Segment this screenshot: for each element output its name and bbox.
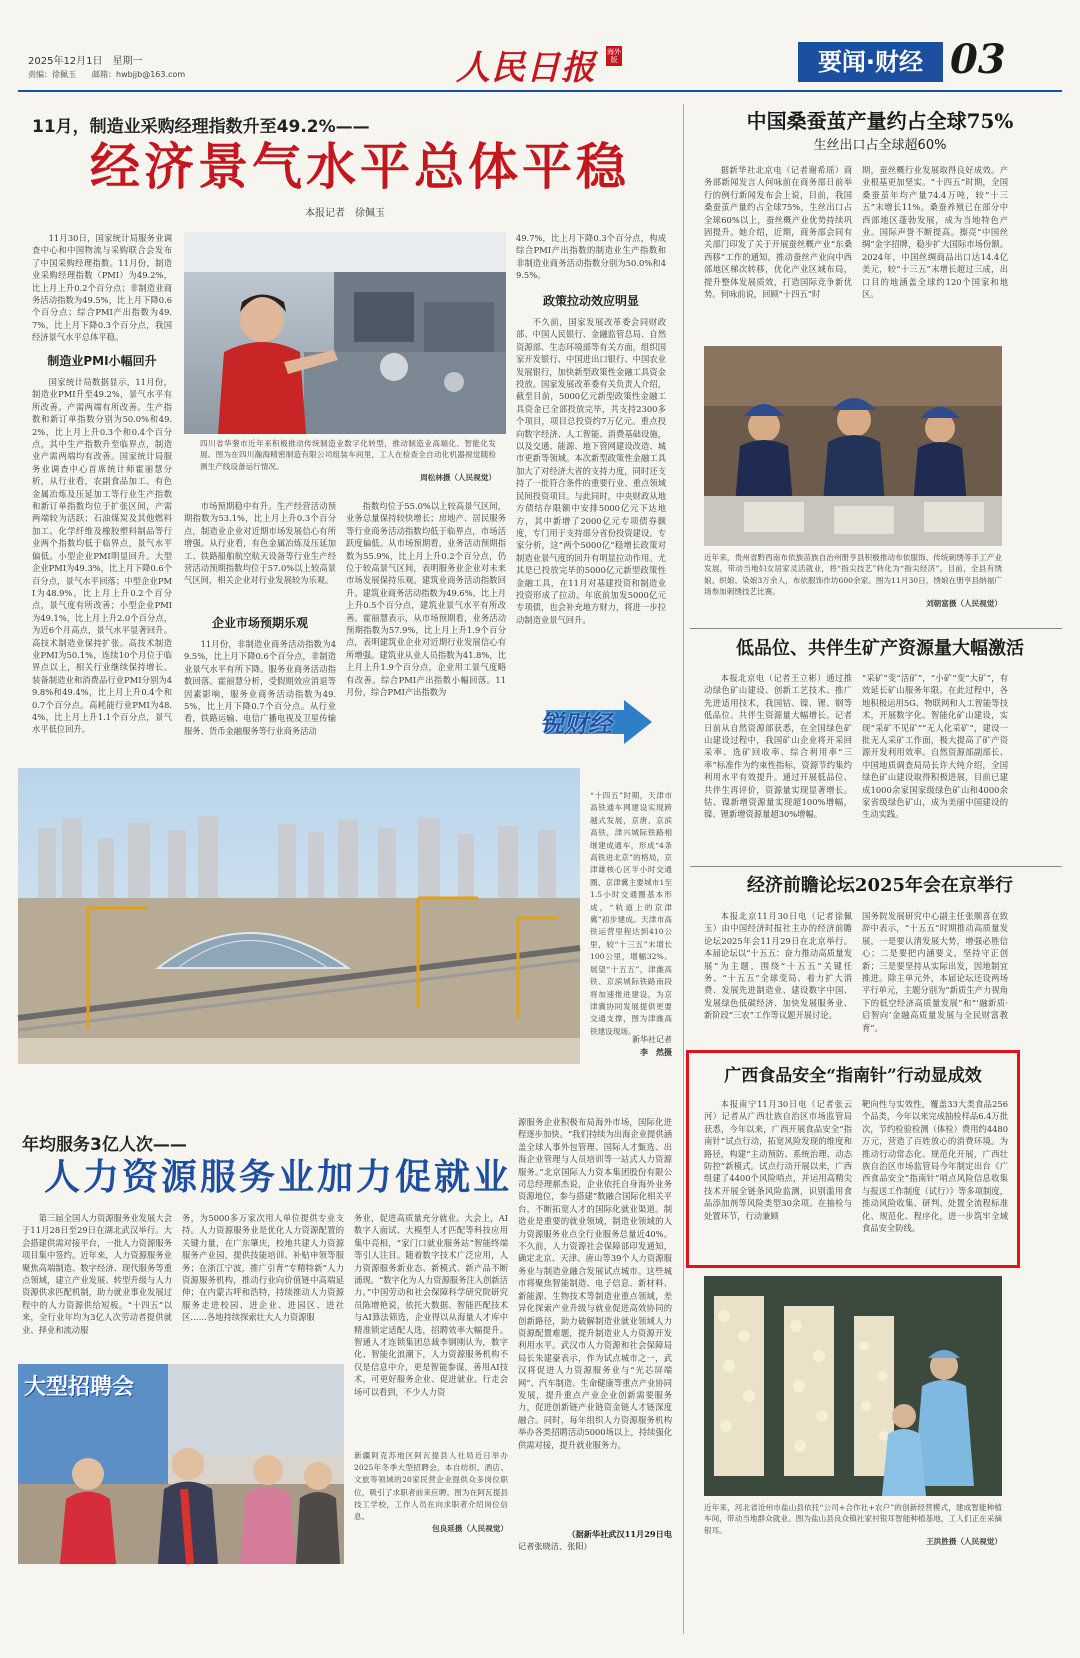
forum-col2 — [862, 910, 1008, 1046]
silk-col2 — [862, 164, 1008, 336]
masthead-rule — [18, 90, 1062, 92]
logo-text: 人民日报 — [456, 48, 596, 88]
embroidery-photo — [704, 346, 1002, 546]
tianjin-railway-photo — [18, 768, 580, 1064]
divider-forum — [690, 866, 1062, 867]
pmi-subhead-3: 政策拉动效应明显 — [542, 294, 639, 308]
silk-col1 — [704, 164, 852, 336]
hr-col3 — [354, 1212, 508, 1448]
silk-col2-paragraph: 期，蚕丝概行业发展取得良好成效。产业根基更加坚实。“十四五”时期，全国桑蚕茧年均产量74.4万吨，较“十三五”末增长11%。桑蚕养殖已在部分中西部地区蓬勃发展，成为当地特色产业。国际声誉不断提高。擦亮“中国丝绸”金字招牌，稳步扩大国际市场份额。2024年，中国丝绸商品出口达14.4亿美元，较“十三五”末增长超过三成，出口目的地涵盖全球约120个国家和地区。 — [862, 165, 1008, 300]
forum-headline: 经济前瞻论坛2025年会在京举行 — [746, 875, 1014, 896]
forum-col1 — [704, 910, 852, 1046]
hr-col3-paragraph: 务业，促进高质量充分就业。大会上，AI数字人面试、大模型人才匹配等科技应用集中亮相，“家门口就业服务站”智能终端等引人注目。随着数字技术广泛应用，人力资源服务新业态、新模式、新产品不断涌现。“数字化为人力资源服务注入创新活力。”中国劳动和社会保障科学研究院研究员陈增艳说，依托大数据、智能匹配技术与AI算法筛选，企业得以从海量人才库中精准锁定适配人选，招聘效率大幅提升。智通人才连锁集团总裁李钢刚认为，数字化、智能化浪潮下，人力资源服务机构不仅是信息中介，更是智能参谋，善用AI技术，可更好服务企业、促进就业。行走会场可以看到，不少人力资 — [354, 1213, 508, 1397]
silk-headline: 中国桑蚕茧产量约占全球75% — [746, 109, 1014, 133]
pmi-col2-body2 — [184, 638, 336, 756]
factory-worker-photo — [184, 232, 506, 434]
photo1-caption-text: 四川省华蓥市近年来积极推动传统制造业数字化转型，推动制造业高端化、智能化发展。图为在四川瀚海精密制造有限公司组装车间里，工人在检查全自动化机器视觉随检测生产线设备运行情况。 — [200, 439, 496, 471]
pmi-col2-body — [184, 500, 336, 604]
pmi-col3-body — [346, 500, 506, 756]
embroidery-caption — [704, 552, 1002, 616]
edition-badge: 海外版 — [607, 48, 621, 64]
masthead-editors: 责编：徐佩玉 邮箱：hwbjjb@163.com — [28, 70, 186, 79]
job-fair-caption — [354, 1450, 508, 1576]
job-fair-banner-text: 大型招聘会 — [24, 1375, 135, 1400]
forum-col2-paragraph: 国务院发展研究中心副主任张顺喜在致辞中表示，“十五五”时期推动高质量发展，一是要认清发展大势，增强必胜信心；二是要把内涵要义，坚持守正创新；三是要坚持从实际出发，因地制宜推进。除主单元外，本届论坛还设两场平行单元，主题分别为“新质生产力视角下的低空经济高质量发展”和“‘融新质·启智向’金融高质量发展与全民财富教育”。 — [862, 911, 1008, 1033]
factory-worker-image — [184, 232, 506, 434]
pmi-col2-paragraph: 市场预期稳中有升。生产经营活动预期指数为53.1%，比上月上升0.3个百分点，制造业企业对近期市场发展信心有所增强。从行业看，有色金属冶炼及压延加工、铁路船舶航空航天设备等行业生产经营活动预期指数均位于57.0%以上较高景气区间，相关企业对行业发展较为乐观。 — [184, 501, 336, 586]
mineral-col2 — [862, 672, 1008, 858]
hr-col2-paragraph: 务，为5000多万家次用人单位提供专业支持。人力资源服务业是优化人力资源配置的关键力量，在广东肇庆，校地共建人力资源服务产业园，提供技能培训、补贴申领等服务；在浙江宁波，推广引育“专精特新”人力资源服务机构，推动行业向价值链中高端延伸；在内蒙古呼和浩特，持续推动人力资源服务走进校园、进企业、进园区、进社区……各地持续探索壮大人力资源服 — [182, 1213, 344, 1323]
guangxi-headline: 广西食品安全“指南针”行动显成效 — [724, 1066, 982, 1086]
embroidery-credit: 刘朝富摄（人民视觉） — [926, 598, 1002, 608]
rui-caijing-badge — [536, 694, 656, 750]
mineral-col1 — [704, 672, 852, 858]
tianjin-credit-name: 李 然摄 — [640, 1047, 672, 1057]
hr-end-credit-line2: 记者张晓洁、张阳） — [518, 1541, 592, 1552]
hr-headline: 人力资源服务业加力促就业 — [44, 1156, 513, 1198]
guangxi-col2-paragraph: 靶向性与实效性，覆盖33大类食品256个品类，今年以来完成抽检样品6.4万批次，节约检验检测（体检）费用约4480万元，营造了百姓放心的消费环境。为推动行动常态化、规范化开展，广西壮族自治区市场监管局今年制定出台《广西食品安全“指南针”哨点风险信息收集与报送工作制度（试行）》等多项制度，推动风险收集、研判、处置全流程标准化、规范化、程序化，进一步筑牢全域食品安全防线。 — [862, 1099, 1008, 1234]
embroidery-image — [704, 346, 1002, 546]
hr-col1-paragraph: 第三届全国人力资源服务业发展大会于11月28日至29日在湖北武汉举行。大会搭建供需对接平台，一批人力资源服务项目集中签约。近年来，人力资源服务业聚焦高端制造、数字经济、现代服务等重点领域，建立产业发展、转型升级与人力资源供求匹配机制，助力就业事业发展过程中的人力资源供给短板。“十四五”以来，全行业年均为3亿人次劳动者提供就业、择业和流动服 — [22, 1213, 172, 1335]
newspaper-logo — [456, 40, 646, 86]
divider-mineral — [690, 628, 1062, 629]
pmi-col2-paragraph2: 11月份，非制造业商务活动指数为49.5%，比上月下降0.6个百分点，非制造业景气水平有所下降。服务业商务活动指数回落。霍丽慧分析，受假期效应消退等因素影响，服务业商务活动指数为49.5%，比上月下降0.7个百分点。从行业看，铁路运输、电信广播电视及卫星传输服务、货币金融服务等行业商务活动 — [184, 639, 336, 736]
pmi-col4-body — [516, 316, 666, 688]
hr-end-credit-line1: （据新华社武汉11月29日电 — [567, 1529, 672, 1539]
mineral-col2-paragraph: “采矿”变“活矿”，“小矿”变“大矿”，有效延长矿山服务年限。在此过程中，各地积极运用5G、物联网和人工智能等技术，开展数字化、智能化矿山建设，实现“采矿不见矿”“无人化采矿”，建设一批无人采矿工作面，极大提高了矿产资源开发利用效率。自然资源部副部长、中国地质调查局局长许大纯介绍，全国绿色矿山建设取得积极进展，目前已建成1000余家国家级绿色矿山和4000余家省级绿色矿山，成为美丽中国建设的生动实践。 — [862, 673, 1008, 820]
hr-col2 — [182, 1212, 344, 1362]
pmi-subhead-1: 制造业PMI小幅回升 — [47, 354, 157, 368]
masthead-date: 2025年12月1日 星期一 — [28, 56, 143, 67]
job-fair-photo — [18, 1364, 344, 1564]
tianjin-caption — [590, 790, 672, 1036]
guangxi-col2 — [862, 1098, 1008, 1260]
section-label: 要闻·财经 — [817, 48, 924, 76]
silk-col1-paragraph: 据新华社北京电（记者谢希瑶）商务部新闻发言人何咏前在商务部日前举行的例行新闻发布会上说，目前，我国桑蚕茧产量约占全球75%，生丝出口占全球60%以上，蚕丝概产业优势持续巩固提升。她介绍，近期，商务部会同有关部门印发了关于开展蚕丝概产业“东桑西移”工作的通知，推动蚕丝产业向中西部地区梯次转移，优化产业区域布局，提升整体发展质效，打造国际竞争新优势。何咏前说，回顾“十四五”时 — [704, 165, 852, 300]
tianjin-credit — [590, 1034, 672, 1058]
mineral-col1-paragraph: 本报北京电（记者王立彬）通过推动绿色矿山建设、创新工艺技术、推广先进适用技术，我国钴、镍、锂、钢等低品位、共伴生资源量大幅增长。记者日前从自然资源部获悉，在全国绿色矿山建设过程中，我国矿山企业将开采回采率、选矿回收率、综合利用率“三率”标准作为约束性指标，资源节约集约利用水平有效提升。通过开展低品位、共伴生再评价，资源量实现显著增长。钴、镍新增资源量实现超100%增幅，镍、锂新增资源量超30%增幅。 — [704, 673, 852, 820]
mushroom-caption — [704, 1502, 1002, 1556]
pmi-intro-paragraph: 11月30日，国家统计局服务业调查中心和中国物流与采购联合会发布了中国采购经理指数。11月份，制造业采购经理指数（PMI）为49.2%，比上月上升0.2个百分点；非制造业商务活动指数为49.5%，比上月下降0.6个百分点；综合PMI产出指数为49.7%，比上月下降0.3个百分点，我国经济景气水平总体平稳。 — [32, 233, 172, 343]
pmi-kicker: 11月，制造业采购经理指数升至49.2%—— — [32, 117, 370, 137]
pmi-col4-top — [516, 232, 666, 282]
photo1-caption — [200, 438, 496, 488]
pmi-col1-paragraph: 国家统计局数据显示，11月份，制造业PMI升至49.2%，景气水平有所改善。产需两端有所改善。生产指数和新订单指数分别为50.0%和49.2%，比上月上升0.3个和0.4个百分点，其中生产指数升至临界点，制造业产需两端均有改善。国家统计局服务业调查中心首席统计师霍丽慧分析，从行业看，农副食品加工、有色金属冶炼及压延加工等行业生产指数和新订单指数均位于扩张区间，产需两端较为活跃；石油煤炭及其他燃料加工、化学纤维及橡胶塑料制品等行业两个指数均低于临界点，景气水平偏低。小型企业PMI明显回升。大型企业PMI为49.3%，比上月下降0.6个百分点，景气水平回落；中型企业PMI为48.9%，比上月上升0.2个百分点，景气度有所改善；小型企业PMI为49.1%，比上月上升2.0个百分点，为近6个月高点，景气水平显著回升。高技术制造业保持扩张。高技术制造业PMI为50.1%，连续10个月位于临界点以上，相关行业继续保持增长。装备制造业和消费品行业PMI分别为49.8%和49.4%，比上月上升0.4个和0.7个百分点。高耗能行业PMI为48.4%，比上月上升1.1个百分点，景气水平低位回升。 — [32, 377, 172, 735]
right-column-divider — [683, 104, 684, 1634]
photo1-credit: 周松林摄（人民视觉） — [420, 473, 496, 483]
tianjin-credit-agency: 新华社记者 — [632, 1035, 672, 1044]
tianjin-caption-text: “十四五”时期，天津市高铁通车网建设实现跨越式发展，京唐、京滨高铁，津兴城际铁路相继建成通车，形成“4条高铁进北京”的格局，京津雄核心区半小时交通圈、京津冀主要城市1至1.5小时交通圈基本形成，“轨道上的京津冀”初步建成。天津市高铁运营里程达到410公里，较“十三五”末增长100公里，增幅32%。展望“十五五”，津潍高铁、京滨城际铁路南段将加速推进建设，为京津冀协同发展提供更要交通支撑，图为津潍高铁建设现场。 — [590, 791, 672, 1036]
mineral-headline: 低品位、共伴生矿产资源量大幅激活 — [736, 638, 1024, 659]
pmi-subhead-2: 企业市场预期乐观 — [211, 616, 308, 630]
pmi-byline: 本报记者 徐佩玉 — [305, 208, 385, 219]
pmi-headline: 经济景气水平总体平稳 — [90, 137, 630, 196]
pmi-col1-intro — [32, 232, 172, 344]
guangxi-col1 — [704, 1098, 852, 1260]
hr-end-credit — [518, 1528, 672, 1553]
mushroom-farm-image — [704, 1276, 1002, 1496]
hr-col4 — [518, 1116, 672, 1526]
embroidery-caption-text: 近年来，贵州省黔西南布依族苗族自治州册亨县积极推动布依服饰、传统刺绣等手工产业发展，带动当地妇女居家灵活就业，将“指尖技艺”转化为“指尖经济”。目前，全县有绣娘、织娘、染娘3万余人，布依服饰作坊600余家。图为11月30日，绣娘在册亨县纳福广场参加刺绣技艺比赛。 — [704, 553, 1002, 597]
pmi-col3-paragraph: 指数均位于55.0%以上较高景气区间，业务总量保持较快增长；房地产、居民服务等行业商务活动指数均低于临界点，市场活跃度偏低。从市场预期看，业务活动预期指数为55.9%，比上月上升0.2个百分点，仍位于较高景气区间，表明服务业企业对未来市场发展保持乐观。建筑业商务活动指数回升。建筑业商务活动指数为49.6%，比上月上升0.5个百分点，建筑业景气水平有所改善。霍丽慧表示，从市场预期看，业务活动预期指数为57.9%，比上月上升1.9个百分点，表明建筑业企业对近期行业发展信心有所增强。建筑业从业人员指数为41.8%，比上月上升1.9个百分点，企业用工景气度略有改善。综合PMI产出指数小幅回落。11月份，综合PMI产出指数为 — [346, 501, 506, 698]
railway-construction-image — [18, 768, 580, 1064]
job-fair-credit: 包良延摄（人民视觉） — [432, 1524, 508, 1534]
masthead — [0, 0, 1080, 95]
guangxi-col1-paragraph: 本报南宁11月30日电（记者张云河）记者从广西壮族自治区市场监管局获悉，今年以来，广西开展食品安全“指南针”试点行动，拓宽风险发现的维度和路径，构建“主动预防、系统治理、动态防控”新模式。试点行动开展以来，广西组建了4400个风险哨点，并运用高精尖技术开展全链条风险监测，识别滥用食品添加剂等风险类型30余项。在抽检与处置环节，行动兼顾 — [704, 1099, 852, 1221]
job-fair-caption-text: 新疆阿克苏地区阿瓦提县人社局近日举办2025年冬季大型招聘会，本自纺织、酒店、文旅等领域的20家民营企业提供众多岗位职位，吸引了求职者前来应聘。图为在阿瓦提县技工学校，工作人员在向求职者介绍岗位信息。 — [354, 1451, 508, 1522]
forum-col1-paragraph: 本报北京11月30日电（记者徐佩玉）由中国经济时报社主办的经济前瞻论坛2025年会11月29日在北京举行。本届论坛以“十五五：奋力推动高质量发展”为主题，围绕“十五五”关键任务、“十五五”全球变局、着力扩大消费、发展先进制造业、建设数字中国、发展绿色低碳经济、加快发展服务业、新阶段“三农”工作等议题开展讨论。 — [704, 911, 852, 1021]
mushroom-caption-text: 近年来，河北省沧州市盐山县依托“公司+合作社+农户”的创新经营模式，建成智能种植车间，带动当地群众就业。图为盐山县良众镇社家村银耳智能种植基地，工人们正在采摘银耳。 — [704, 1503, 1002, 1535]
pmi-col1-body — [32, 376, 172, 756]
pmi-col4-paragraph: 不久前，国家发展改革委会同财政部、中国人民银行、金融监管总局、自然资源部、生态环境部等有关方面，组织国家开发银行、中国进出口银行、中国农业发展银行，加快新型政策性金融工具资金投放。国家发展改革委有关负责人介绍，截至目前，5000亿元新型政策性金融工具资金已全部投放完毕，共支持2300多个项目，项目总投资约7万亿元。重点投向数字经济、人工智能、消费基础设施，以及交通、能源、地下管网建设改造、城市更新等领域。本次新型政策性金融工具加大了对经济大省的支持力度，同时还支持了一批符合条件的重要行业、重点领域民间投资项目。与此同时，中央财政从地方债结存限额中安排5000亿元下达地方，其中新增了2000亿元专项债券额度，专门用于支持部分省份投资建设。专家分析，这“两个5000亿”稳增长政策对制造业景气度的回升有明显拉动作用。尤其是已投放完毕的5000亿元新型政策性金融工具，在11月对基建投资和制造业投资形成了拉动。年底前加发5000亿元专项债，也会补充地方财力，将进一步拉动制造业景气回升。 — [516, 317, 666, 625]
mushroom-farm-photo — [704, 1276, 1002, 1496]
section-banner — [798, 42, 943, 82]
pmi-col4-top-paragraph: 49.7%，比上月下降0.3个百分点，构成综合PMI产出指数的制造业生产指数和非制造业商务活动指数分别为50.0%和49.5%。 — [516, 233, 666, 281]
hr-col1 — [22, 1212, 172, 1362]
page-number: 03 — [950, 36, 1006, 83]
hr-col4-paragraph: 源服务企业积极布局海外市场，国际化进程逐步加快。“我们持续为出海企业提供涵盖全球人事外包管理、国际人才甄选、出海企业管理与人员培训等一站式人力资源服务。”北京国际人力资本集团股份有限公司总经理郝杰说，企业依托自身海外业务资源地位，参与搭建“数融合国际化相关平台，不断拓宽人才的国际化就业渠道。制造业是重要的就业领域，制造业领域的人力资源服务业点全行业服务总量近40%。不久前，人力资源社会保障部印发通知，确定北京、天津、唐山等39个人力资源服务业与制造业融合发展试点城市。这些城市将聚焦智能制造、电子信息、新材料、新能源、生物技术等制造业重点领域，差异化探索产业升级与就业促进高效协同的创新路径，助力破解制造业就业领域人力资源配置难题，提升制造业人力资源开发利用水平。武汉市人力资源和社会保障局局长朱建豪表示，作为试点城市之一，武汉将促进人力资源服务业与“光芯屏端网”、汽车制造、生命健康等重点产业协同发展，提升重点产业企业创新需要服务力，促进创新链产业链资金链人才链深度融合。同时，每年组织人力资源服务机构举办各类招聘活动5000场以上，持续强化供需对接，提升就业服务力。 — [518, 1117, 672, 1450]
badge-text: 锐财经 — [540, 710, 612, 738]
hr-kicker: 年均服务3亿人次—— — [22, 1135, 187, 1155]
mushroom-credit: 王洪胜摄（人民视觉） — [926, 1537, 1002, 1547]
silk-subheadline: 生丝出口占全球超60% — [813, 138, 947, 153]
